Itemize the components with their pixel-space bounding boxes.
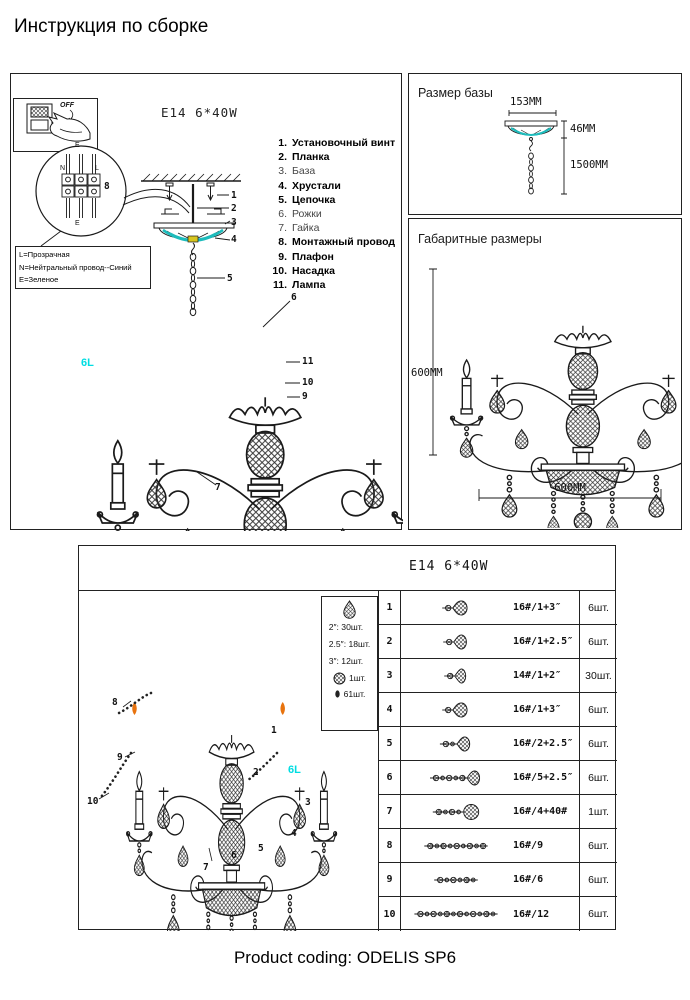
crystal-string-icon [401,698,513,722]
callout-3: 3 [231,217,237,228]
table-callout-6: 6 [231,850,237,861]
crystal-string-icon [401,630,513,654]
row-number: 1 [379,591,401,624]
row-number: 6 [379,761,401,794]
row-qty: 6шт. [579,829,617,862]
row-icon-cell [401,732,513,756]
row-code: 16#/6 [513,874,544,885]
row-code: 16#/2+2.5″ [513,738,574,749]
table-row [379,761,617,795]
row-code: 16#/9 [513,840,544,851]
crystal-drop-icon [342,600,357,619]
row-code: 16#/1+2.5″ [513,636,574,647]
parts-list-item: 11. Лампа [272,278,326,291]
crystal-string-icon [401,766,513,790]
base-height-dim: 46MM [570,123,596,135]
crystal-string-icon [401,800,513,824]
row-number: 10 [379,897,401,931]
row-qty: 6шт. [579,693,617,726]
row-icon-cell [401,834,513,858]
row-number: 3 [379,659,401,692]
callout-4: 4 [231,234,237,245]
table-callout-10: 10 [87,796,99,807]
crystal-string-icon [401,732,513,756]
terminal-live: L [95,165,99,172]
table-arms-count-label: 6L [288,764,301,776]
terminal-earth-bottom: E [75,220,80,227]
row-qty: 6шт. [579,863,617,896]
table-row [379,795,617,829]
overall-height-dim: 600MM [411,367,443,379]
callout-9: 9 [302,391,308,402]
row-qty: 6шт. [579,897,617,931]
table-header [79,546,615,591]
parts-list-item: 4. Хрустали [278,179,341,192]
table-row [379,897,617,931]
crystal-string-icon [401,868,513,892]
callout-10: 10 [302,377,314,388]
row-code: 16#/5+2.5″ [513,772,574,783]
page-title: Инструкция по сборке [14,16,209,37]
table-header-spec: E14 6*40W [409,559,489,574]
crystal-rows [378,591,617,931]
parts-list-item: 5. Цепочка [278,193,336,206]
row-icon-cell [401,698,513,722]
table-row [379,591,617,625]
callout-1: 1 [231,190,237,201]
crystal-ball-icon [333,672,346,685]
parts-list-item: 6. Рожки [278,207,322,220]
callout-11: 11 [302,356,314,367]
callout-6: 6 [291,292,297,303]
wire-legend-line: N=Нейтральный провод--Синий [19,262,132,272]
row-number: 4 [379,693,401,726]
row-number: 9 [379,863,401,896]
parts-list-item: 1. Установочный винт [278,137,396,149]
table-callout-3: 3 [305,797,311,808]
base-size-diagram [409,74,681,213]
row-number: 2 [379,625,401,658]
crystal-size-count: 2″: 30шт. [328,622,364,632]
row-code: 16#/12 [513,908,550,920]
crystal-string-icon [401,664,513,688]
crystal-size-counts [329,619,371,670]
table-callout-8: 8 [112,697,118,708]
product-coding: Product coding: ODELIS SP6 [233,948,457,967]
row-icon-cell [401,630,513,654]
table-row [379,625,617,659]
parts-list-item: 2. Планка [278,151,330,164]
overall-width-dim: 600MM [554,482,586,494]
row-code: 16#/1+3″ [513,602,562,613]
row-icon-cell [401,664,513,688]
bead-qty: 61шт. [343,689,366,699]
main-panel [10,73,402,530]
base-size-title: Размер базы [418,86,493,100]
row-code: 16#/4+40# [513,806,568,817]
terminal-neutral: N [60,165,66,172]
row-icon-cell [401,766,513,790]
row-number: 5 [379,727,401,760]
table-callout-4: 4 [291,828,297,839]
terminal-earth-top: E [75,142,80,149]
wire-legend-line: E=Зеленое [19,275,59,284]
bead-icon [334,689,341,699]
table-callout-5: 5 [258,843,264,854]
crystal-string-icon [401,834,513,858]
crystal-string-icon [401,902,513,926]
dimensions-panel [408,218,682,530]
ball-qty: 1шт. [348,673,367,683]
table-row [379,863,617,897]
arms-count-label: 6L [81,357,94,369]
table-callout-2: 2 [253,767,259,778]
row-icon-cell [401,596,513,620]
table-row [379,693,617,727]
parts-list-item: 8. Монтажный провод [278,236,396,249]
bead-count-row [334,686,366,702]
parts-list-item: 10. Насадка [272,264,335,277]
dimensions-title: Габаритные размеры [418,232,542,246]
table-callout-9: 9 [117,752,123,763]
row-qty: 6шт. [579,625,617,658]
parts-table-panel [78,545,616,930]
crystal-size-count: 3″: 12шт. [328,656,364,666]
row-qty: 1шт. [579,795,617,828]
callout-5: 5 [227,273,233,284]
callout-2: 2 [231,203,237,214]
table-row [379,727,617,761]
lamp-spec: E14 6*40W [161,105,238,120]
row-qty: 30шт. [579,659,617,692]
wire-legend-line: L=Прозрачная [19,250,70,259]
crystal-summary-box [321,596,378,731]
row-number: 8 [379,829,401,862]
table-row [379,829,617,863]
table-row [379,659,617,693]
crystal-string-icon [401,596,513,620]
flame-icon [280,702,285,715]
parts-list-item: 7. Гайка [278,222,320,235]
row-icon-cell [401,902,513,926]
chain-length-dim: 1500MM [570,159,608,171]
table-callout-1: 1 [271,725,277,736]
base-size-panel [408,73,682,215]
row-code: 16#/1+3″ [513,704,562,715]
off-label: OFF [60,102,74,109]
row-icon-cell [401,868,513,892]
ball-count-row [333,670,366,686]
row-code: 14#/1+2″ [513,670,562,681]
parts-list-item: 3. База [278,165,316,178]
callout-7: 7 [215,482,221,493]
crystal-size-count: 2.5″: 18шт. [328,639,371,649]
base-width-dim: 153MM [510,96,542,108]
parts-list-item: 9. Плафон [278,250,334,263]
assembly-diagram [11,74,403,531]
row-qty: 6шт. [579,727,617,760]
callout-8: 8 [104,181,110,192]
row-icon-cell [401,800,513,824]
table-callout-7: 7 [203,862,209,873]
row-qty: 6шт. [579,591,617,624]
row-number: 7 [379,795,401,828]
row-qty: 6шт. [579,761,617,794]
